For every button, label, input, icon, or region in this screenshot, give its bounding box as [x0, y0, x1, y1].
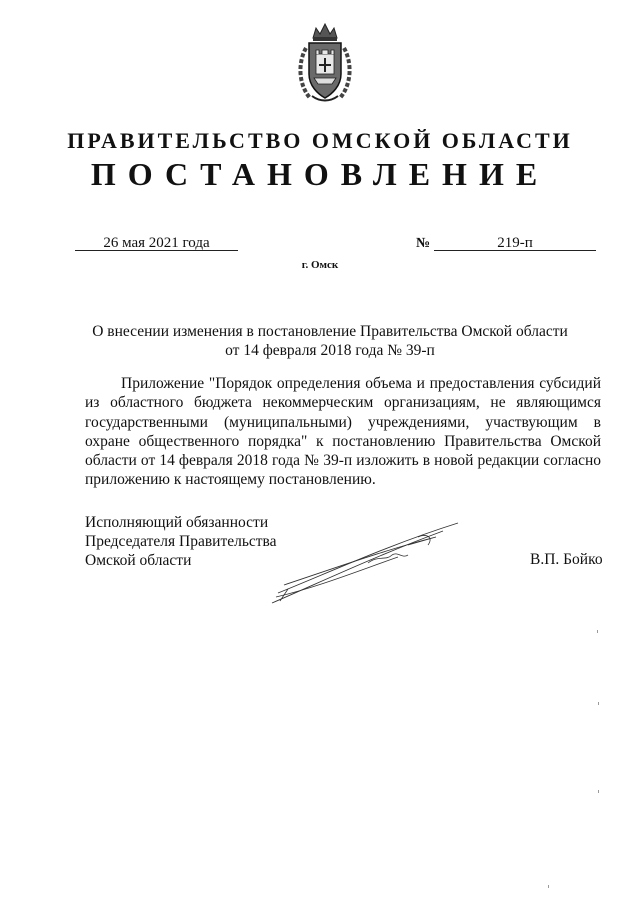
- scan-mark: [597, 630, 598, 633]
- signatory-position-line-3: Омской области: [85, 552, 192, 569]
- coat-of-arms-icon: [296, 22, 354, 104]
- subject-line-1: О внесении изменения в постановление Правительства Омской области: [92, 323, 568, 340]
- document-type: ПОСТАНОВЛЕНИЕ: [90, 156, 550, 192]
- document-subject: [60, 322, 600, 360]
- scan-mark: [598, 702, 599, 705]
- number-sign: №: [416, 236, 431, 251]
- scan-mark: [598, 790, 599, 793]
- document-number: 219-п: [434, 235, 596, 251]
- signatory-name: В.П. Бойко: [530, 551, 603, 568]
- signatory-position-line-1: Исполняющий обязанности: [85, 514, 269, 531]
- signatory-position-line-2: Председателя Правительства: [85, 533, 277, 550]
- handwritten-signature-icon: [268, 515, 463, 610]
- signatory-position: [85, 513, 277, 570]
- document-date: 26 мая 2021 года: [75, 235, 238, 251]
- document-body: Приложение "Порядок определения объема и предоставления субсидий из областного бюджета некоммерческим организациям, не являющимся государственными (муниципальными) учреждениями, участвующим в охране общественного порядка" к постановлению Правительства Омской области от 14 февраля 2018 года № 39-п изложить в новой редакции согласно приложению к настоящему постановлению.: [85, 375, 601, 489]
- document-city: г. Омск: [301, 259, 339, 271]
- government-title: ПРАВИТЕЛЬСТВО ОМСКОЙ ОБЛАСТИ: [67, 128, 573, 153]
- scan-mark: [548, 885, 549, 888]
- subject-line-2: от 14 февраля 2018 года № 39-п: [225, 342, 435, 359]
